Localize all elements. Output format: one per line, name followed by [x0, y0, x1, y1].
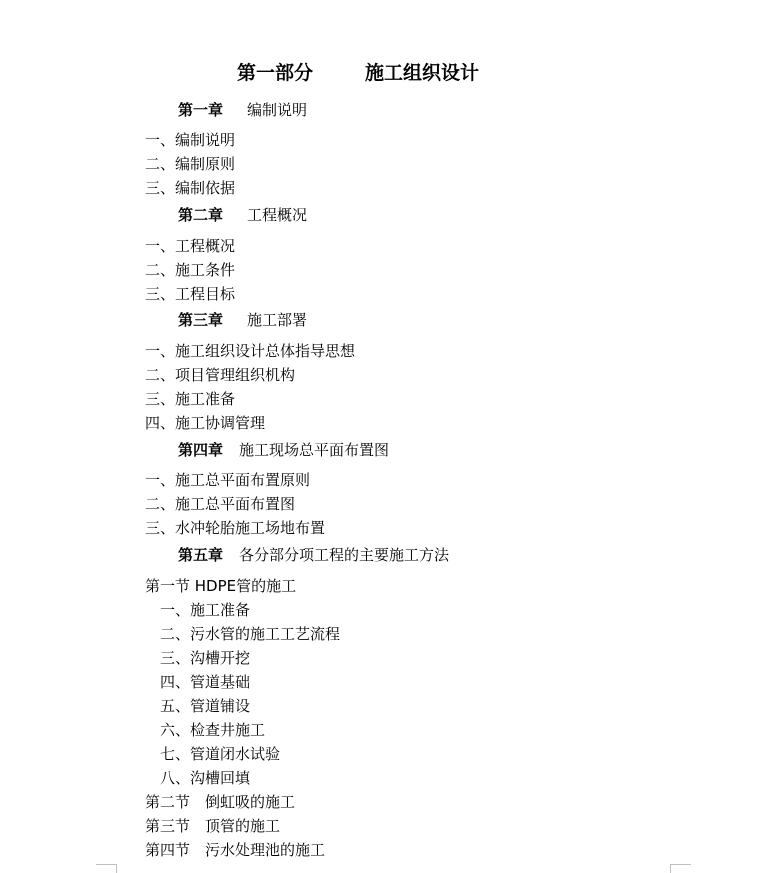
- chapter-heading: [178, 103, 307, 118]
- list-item: 三、编制依据: [145, 179, 236, 197]
- document-title: [237, 64, 479, 83]
- chapter-heading: [178, 313, 307, 328]
- list-item: 八、沟槽回填: [160, 769, 251, 787]
- list-item: 七、管道闭水试验: [160, 745, 281, 763]
- list-item: 四、施工协调管理: [145, 414, 266, 432]
- chapter-name: 各分部分项工程的主要施工方法: [239, 546, 450, 564]
- list-item: 二、施工条件: [145, 261, 236, 279]
- list-item: 一、工程概况: [145, 237, 236, 255]
- list-item: 一、施工准备: [160, 601, 251, 619]
- list-item: 二、项目管理组织机构: [145, 366, 296, 384]
- list-item: 一、施工总平面布置原则: [145, 471, 311, 489]
- page-corner-mark-left: [96, 864, 117, 873]
- section-heading: 第四节 污水处理池的施工: [145, 841, 326, 859]
- list-item: 一、编制说明: [145, 131, 236, 149]
- chapter-label: 第一章: [178, 101, 224, 119]
- section-heading: 第二节 倒虹吸的施工: [145, 793, 296, 811]
- chapter-name: 工程概况: [247, 206, 308, 224]
- chapter-heading: [178, 208, 307, 223]
- chapter-heading: [178, 443, 389, 458]
- list-item: 四、管道基础: [160, 673, 251, 691]
- list-item: 一、施工组织设计总体指导思想: [145, 342, 356, 360]
- list-item: 二、污水管的施工工艺流程: [160, 625, 341, 643]
- chapter-name: 施工现场总平面布置图: [239, 441, 390, 459]
- chapter-label: 第五章: [178, 546, 224, 564]
- list-item: 二、施工总平面布置图: [145, 495, 296, 513]
- list-item: 三、工程目标: [145, 285, 236, 303]
- title-part: 第一部分: [237, 62, 314, 84]
- list-item: 二、编制原则: [145, 155, 236, 173]
- chapter-label: 第四章: [178, 441, 224, 459]
- chapter-name: 编制说明: [247, 101, 308, 119]
- page-corner-mark-right: [670, 864, 691, 873]
- list-item: 三、施工准备: [145, 390, 236, 408]
- list-item: 六、检查井施工: [160, 721, 266, 739]
- list-item: 五、管道铺设: [160, 697, 251, 715]
- chapter-name: 施工部署: [247, 311, 308, 329]
- list-item: 三、水冲轮胎施工场地布置: [145, 519, 326, 537]
- chapter-heading: [178, 548, 449, 563]
- section-heading: 第一节 HDPE管的施工: [145, 577, 297, 595]
- chapter-label: 第二章: [178, 206, 224, 224]
- list-item: 三、沟槽开挖: [160, 649, 251, 667]
- section-heading: 第三节 顶管的施工: [145, 817, 281, 835]
- title-name: 施工组织设计: [365, 62, 480, 84]
- chapter-label: 第三章: [178, 311, 224, 329]
